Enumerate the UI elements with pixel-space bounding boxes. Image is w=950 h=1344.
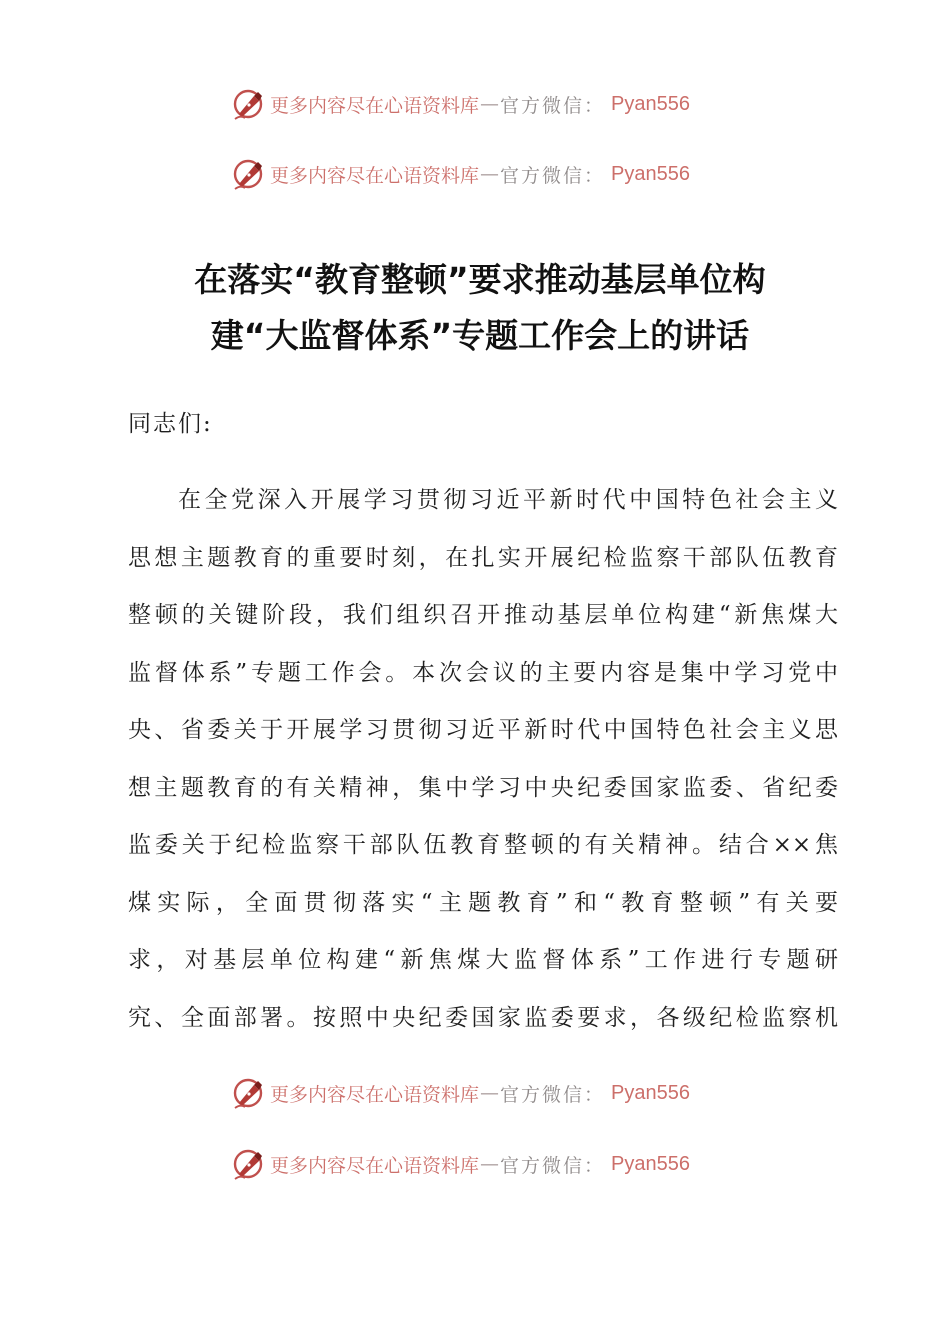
banner-wechat-id: Pyan556 (611, 162, 690, 185)
banner-label: 官方微信： (500, 94, 606, 117)
paragraph-line: 监委关于纪检监察干部队伍教育整顿的有关精神。结合××焦 (128, 832, 838, 858)
banner-label: 官方微信： (500, 1154, 606, 1177)
watermark-banner (230, 1073, 690, 1113)
pen-nib-logo-icon (230, 156, 266, 192)
paragraph-line: 求，对基层单位构建“新焦煤大监督体系”工作进行专题研 (128, 947, 838, 973)
paragraph-line: 煤实际，全面贯彻落实“主题教育”和“教育整顿”有关要 (128, 889, 838, 916)
banner-wechat-id: Pyan556 (611, 92, 690, 115)
paragraph-line: 监督体系”专题工作会。本次会议的主要内容是集中学习党中 (128, 659, 838, 686)
banner-text: 更多内容尽在心语资料库 (270, 94, 480, 117)
pen-nib-logo-icon (230, 86, 266, 122)
banner-text: 更多内容尽在心语资料库 (270, 164, 480, 187)
title-line-2: 建“大监督体系”专题工作会上的讲话 (210, 316, 750, 355)
watermark-banner (230, 1144, 690, 1184)
banner-dash: — (480, 93, 500, 115)
watermark-banner (230, 154, 690, 194)
banner-wechat-id: Pyan556 (611, 1081, 690, 1104)
document-title (120, 252, 840, 364)
paragraph-line: 在全党深入开展学习贯彻习近平新时代中国特色社会主义 (178, 487, 838, 513)
pen-nib-logo-icon (230, 1146, 266, 1182)
banner-label: 官方微信： (500, 164, 606, 187)
banner-text: 更多内容尽在心语资料库 (270, 1154, 480, 1177)
banner-dash: — (480, 1153, 500, 1175)
banner-dash: — (480, 1082, 500, 1104)
title-line-1: 在落实“教育整顿”要求推动基层单位构 (194, 260, 766, 299)
paragraph-line: 思想主题教育的重要时刻，在扎实开展纪检监察干部队伍教育 (128, 544, 838, 571)
banner-dash: — (480, 163, 500, 185)
paragraph-line: 整顿的关键阶段，我们组织召开推动基层单位构建“新焦煤大 (128, 602, 838, 628)
pen-nib-logo-icon (230, 1075, 266, 1111)
paragraph-line: 究、全面部署。按照中央纪委国家监委要求，各级纪检监察机 (128, 1004, 838, 1031)
banner-text: 更多内容尽在心语资料库 (270, 1083, 480, 1106)
paragraph-line: 央、省委关于开展学习贯彻习近平新时代中国特色社会主义思 (128, 717, 838, 743)
body-paragraph (128, 478, 838, 1053)
paragraph-line: 想主题教育的有关精神，集中学习中央纪委国家监委、省纪委 (128, 774, 838, 801)
salutation: 同志们: (128, 411, 213, 437)
banner-wechat-id: Pyan556 (611, 1152, 690, 1175)
banner-label: 官方微信： (500, 1083, 606, 1106)
watermark-banner (230, 84, 690, 124)
